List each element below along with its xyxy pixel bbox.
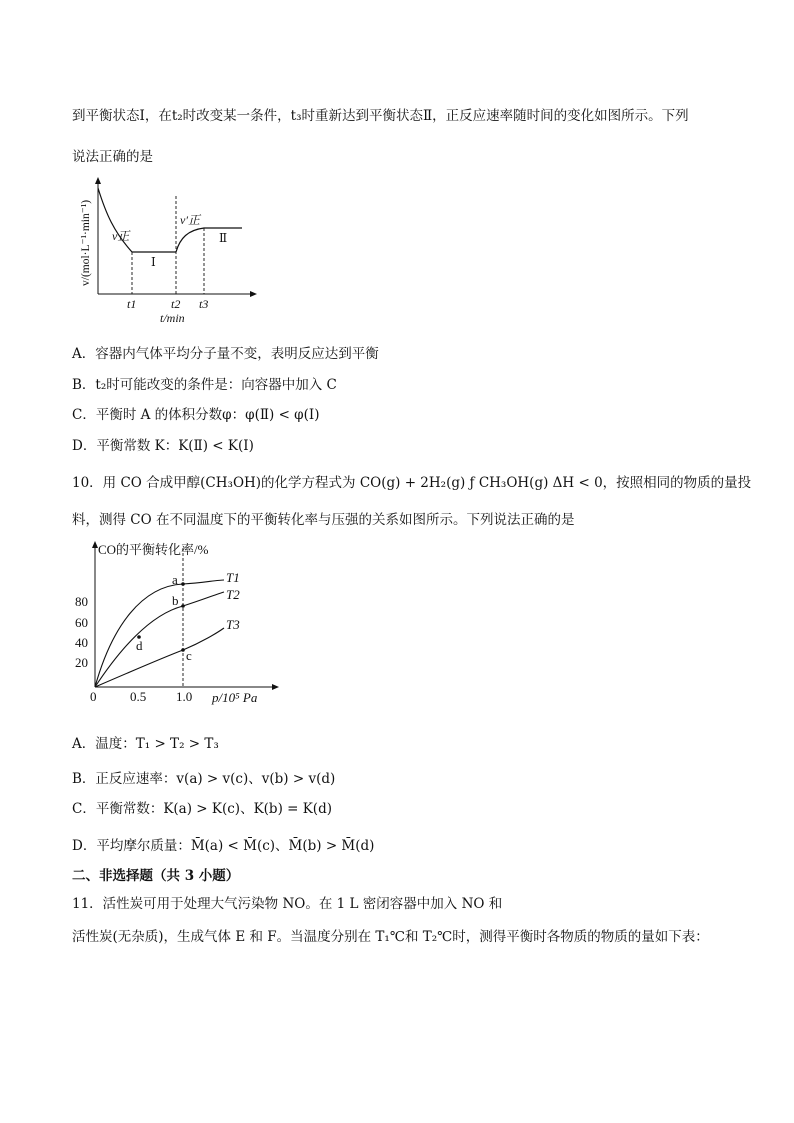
tick-t1: t1: [127, 297, 137, 311]
v-forward-prime-label: v′正: [180, 213, 200, 227]
state-1-label: Ⅰ: [151, 255, 156, 269]
curve-t1: [95, 580, 224, 687]
tick-t3: t3: [199, 297, 209, 311]
q11-line2: 活性炭(无杂质)，生成气体 E 和 F。当温度分别在 T₁℃和 T₂℃时，测得平衡时各物质的物质的量如下表：: [72, 929, 709, 945]
co-y-axis-label: CO的平衡转化率/%: [98, 542, 209, 557]
q10-option-d: D．平均摩尔质量：M̄(a) < M̄(c)、M̄(b) > M̄(d): [72, 838, 375, 854]
q10-option-c: C．平衡常数：K(a) > K(c)、K(b) = K(d): [72, 801, 332, 817]
q10-stem-line2: 料，测得 CO 在不同温度下的平衡转化率与压强的关系如图所示。下列说法正确的是: [72, 512, 575, 528]
y-tick-40: 40: [75, 635, 88, 650]
q9-option-b: B．t₂时可能改变的条件是：向容器中加入 C: [72, 377, 337, 393]
section-2-title: 二、非选择题（共 3 小题）: [72, 868, 240, 884]
x-axis-label: t/min: [160, 311, 185, 325]
q9-option-c: C．平衡时 A 的体积分数φ：φ(Ⅱ) < φ(Ⅰ): [72, 407, 320, 423]
tick-t2: t2: [171, 297, 181, 311]
x-tick-0: 0: [90, 689, 97, 704]
v-forward-label: v正: [112, 229, 130, 243]
q10-option-b: B．正反应速率：v(a) > v(c)、v(b) > v(d): [72, 771, 336, 787]
curve-label-t2: T2: [226, 587, 240, 602]
point-b: [181, 604, 185, 608]
y-axis-label: v/(mol·L⁻¹·min⁻¹): [80, 199, 92, 286]
rate-time-figure: [74, 174, 264, 326]
label-b: b: [172, 593, 179, 608]
co-conversion-figure: [72, 536, 282, 714]
v-forward-prime-curve: [176, 228, 242, 252]
y-tick-20: 20: [75, 655, 88, 670]
curve-label-t3: T3: [226, 617, 240, 632]
q10-option-a: A．温度：T₁ > T₂ > T₃: [72, 736, 219, 752]
point-c: [181, 648, 185, 652]
q9-option-d: D．平衡常数 K：K(Ⅱ) < K(Ⅰ): [72, 438, 254, 454]
state-2-label: Ⅱ: [219, 231, 228, 245]
q9-option-a: A．容器内气体平均分子量不变，表明反应达到平衡: [72, 346, 379, 362]
v-forward-curve: [98, 188, 176, 252]
co-x-axis-label: p/10⁵ Pa: [212, 690, 258, 705]
point-a: [181, 582, 185, 586]
label-c: c: [186, 648, 192, 663]
q11-line1: 11．活性炭可用于处理大气污染物 NO。在 1 L 密闭容器中加入 NO 和: [72, 896, 503, 912]
y-tick-80: 80: [75, 594, 88, 609]
label-d: d: [136, 638, 143, 653]
q9-stem-line1: 到平衡状态Ⅰ，在t₂时改变某一条件，t₃时重新达到平衡状态Ⅱ，正反应速率随时间的变化如图所示。下列: [72, 108, 689, 124]
curve-label-t1: T1: [226, 570, 240, 585]
q9-stem-line2: 说法正确的是: [72, 149, 153, 165]
q10-stem-line1: 10．用 CO 合成甲醇(CH₃OH)的化学方程式为 CO(g) + 2H₂(g) ƒ CH₃OH(g) ΔH < 0，按照相同的物质的量投: [72, 475, 752, 491]
y-tick-60: 60: [75, 615, 88, 630]
label-a: a: [172, 572, 178, 587]
x-tick-0-5: 0.5: [130, 689, 147, 704]
x-tick-1-0: 1.0: [176, 689, 193, 704]
